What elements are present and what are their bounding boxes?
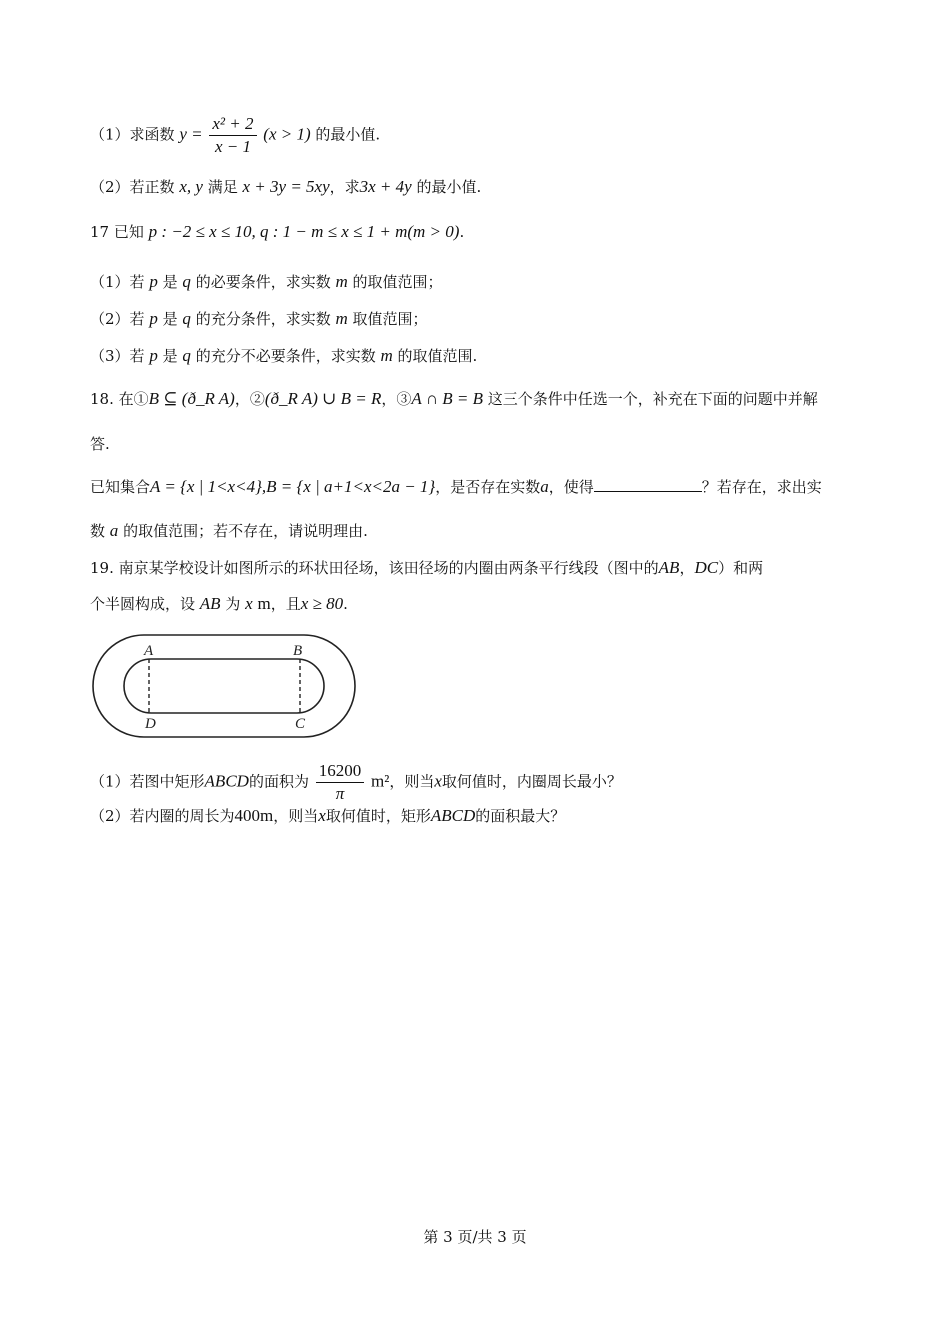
q17-suffix: .: [459, 223, 465, 241]
q18-line4: [90, 520, 368, 542]
q16-part2: [90, 176, 481, 198]
q16-p1-numerator: x² + 2: [209, 113, 256, 136]
q17-item-1-mid: 的必要条件，求实数: [195, 273, 331, 291]
q17-item-2-p: p: [149, 309, 158, 328]
q17-prefix: 已知: [113, 223, 144, 241]
q19-line1: [90, 557, 763, 579]
q17-item-2-post: 取值范围；: [352, 310, 428, 328]
q18-text-c: ，③: [381, 390, 412, 408]
label-c: C: [295, 716, 306, 732]
q18-condition-3: A ∩ B = B: [411, 389, 483, 408]
q19-p1-mid: 的面积为: [248, 772, 309, 791]
label-a: A: [144, 643, 154, 659]
q17-item-3-is: 是: [162, 347, 178, 365]
q18-text-e: 答.: [90, 435, 110, 453]
q18-condition-2: (ð_R A) ∪ B = R: [264, 389, 382, 408]
q16-p2-suffix: 的最小值.: [416, 178, 482, 196]
q19-sep: ，: [679, 559, 695, 577]
q18-text-a: 在①: [118, 390, 149, 408]
q17-item-2-mid: 的充分条件，求实数: [195, 310, 331, 328]
q19-p1-fraction: [316, 760, 365, 805]
q19-number: 19.: [90, 559, 114, 577]
q16-p2-comma: ，求: [329, 178, 360, 196]
q19-line2-d: .: [343, 595, 348, 613]
q18-var-a: a: [540, 477, 549, 496]
q19-line2-a: 个半圆构成，设: [90, 595, 196, 613]
q19-p2-abcd: ABCD: [430, 806, 476, 825]
q19-p1-unit: m²: [371, 771, 390, 791]
q16-p1-y: y =: [179, 124, 203, 144]
q19-line2-x: x: [245, 594, 253, 613]
q18-condition-1: B ⊆ (ð_R A): [148, 389, 235, 408]
q16-p1-denominator: x − 1: [214, 137, 251, 156]
q17-stem: [90, 221, 464, 243]
q16-p1-suffix: 的最小值.: [315, 125, 381, 144]
q19-part2: [90, 805, 565, 827]
q19-p1-mid2: ，则当: [389, 772, 435, 791]
q19-p2-mid2: 取何值时，矩形: [325, 807, 431, 825]
q16-p2-equation: x + 3y = 5xy: [242, 177, 330, 196]
q17-item-2-pre: （2）若: [90, 310, 145, 328]
q19-dc: DC: [694, 558, 719, 577]
q19-line2: [90, 593, 348, 615]
track-figure: [90, 630, 360, 742]
q18-line4-var: a: [109, 521, 119, 540]
q16-p2-prefix: （2）若正数: [90, 178, 175, 196]
q19-ab: AB: [658, 558, 680, 577]
q18-set-b: ,B = {x | a+1<x<2a − 1}: [261, 477, 436, 496]
q16-p1-condition: (x > 1): [263, 124, 311, 144]
q19-text-a: 南京某学校设计如图所示的环状田径场，该田径场的内圈由两条平行线段（图中的: [118, 559, 659, 577]
outer-track: [93, 635, 355, 737]
label-b: B: [293, 643, 303, 659]
q17-item-3-post: 的取值范围.: [397, 347, 478, 365]
q19-p2-post: 的面积最大？: [475, 807, 566, 825]
q17-item-3-m: m: [380, 346, 393, 365]
q17-item-2-q: q: [182, 309, 191, 328]
q18-text-d: 这三个条件中任选一个，补充在下面的问题中并解: [487, 390, 818, 408]
page-footer: 第 3 页/共 3 页: [423, 1228, 527, 1246]
q17-item-1-pre: （1）若: [90, 273, 145, 291]
q17-expression: p : −2 ≤ x ≤ 10, q : 1 − m ≤ x ≤ 1 + m(m > 0): [148, 222, 460, 241]
q18-line3: [90, 476, 822, 498]
q17-item-3-pre: （3）若: [90, 347, 145, 365]
q19-p1-pre: （1）若图中矩形: [90, 772, 205, 791]
q19-p1-abcd: ABCD: [204, 771, 249, 791]
q17-item-1: [90, 271, 443, 293]
q16-p1-fraction: [209, 113, 256, 158]
q19-p1-post: 取何值时，内圈周长最小？: [441, 772, 622, 791]
q16-p1-prefix: （1）求函数: [90, 125, 175, 144]
label-d: D: [145, 716, 156, 732]
q18-set-prefix: 已知集合: [90, 478, 151, 496]
q19-line2-ab: AB: [199, 594, 221, 613]
q19-p1-denominator: π: [335, 784, 345, 803]
q19-line2-unit: m: [257, 594, 271, 613]
q19-line2-b: 为: [225, 595, 241, 613]
q17-item-1-p: p: [149, 272, 158, 291]
inner-track: [124, 659, 324, 713]
q18-line2: [90, 433, 110, 455]
q19-p1-x: x: [434, 771, 442, 791]
q18-line1: [90, 388, 818, 410]
q17-item-2-m: m: [335, 309, 348, 328]
q17-item-1-m: m: [335, 272, 348, 291]
q17-item-3-q: q: [182, 346, 191, 365]
q17-item-1-q: q: [182, 272, 191, 291]
q18-line4-b: 的取值范围；若不存在，请说明理由.: [123, 522, 368, 540]
q16-p2-vars: x, y: [179, 177, 203, 196]
q18-number: 18.: [90, 390, 114, 408]
q18-set-mid2: ，使得: [548, 478, 594, 496]
q17-number: 17: [90, 223, 110, 241]
answer-blank: [594, 477, 702, 492]
q19-p2-x: x: [318, 806, 326, 825]
q17-item-3: [90, 345, 477, 367]
q17-item-1-post: 的取值范围；: [352, 273, 443, 291]
q16-p2-expression: 3x + 4y: [359, 177, 412, 196]
q17-item-3-p: p: [149, 346, 158, 365]
q17-item-1-is: 是: [162, 273, 178, 291]
q19-p1-numerator: 16200: [316, 760, 365, 783]
q18-line4-a: 数: [90, 522, 106, 540]
q18-set-a: A = {x | 1<x<4}: [150, 477, 262, 496]
q19-p2-mid: ，则当: [273, 807, 319, 825]
q18-set-mid: ，是否存在实数: [435, 478, 541, 496]
q19-p2-value: 400m: [234, 806, 274, 825]
q19-part1: [90, 760, 622, 805]
q19-text-b: ）和两: [718, 559, 764, 577]
q19-line2-c: ，且: [270, 595, 301, 613]
q16-p2-mid: 满足: [207, 178, 238, 196]
q18-set-end: ？若存在，求出实: [701, 478, 822, 496]
q19-p2-pre: （2）若内圈的周长为: [90, 807, 235, 825]
q17-item-2-is: 是: [162, 310, 178, 328]
q16-part1: [90, 113, 380, 158]
q19-line2-condition: x ≥ 80: [300, 594, 344, 613]
q17-item-3-mid: 的充分不必要条件，求实数: [195, 347, 376, 365]
q18-text-b: ，②: [234, 390, 265, 408]
q17-item-2: [90, 308, 428, 330]
